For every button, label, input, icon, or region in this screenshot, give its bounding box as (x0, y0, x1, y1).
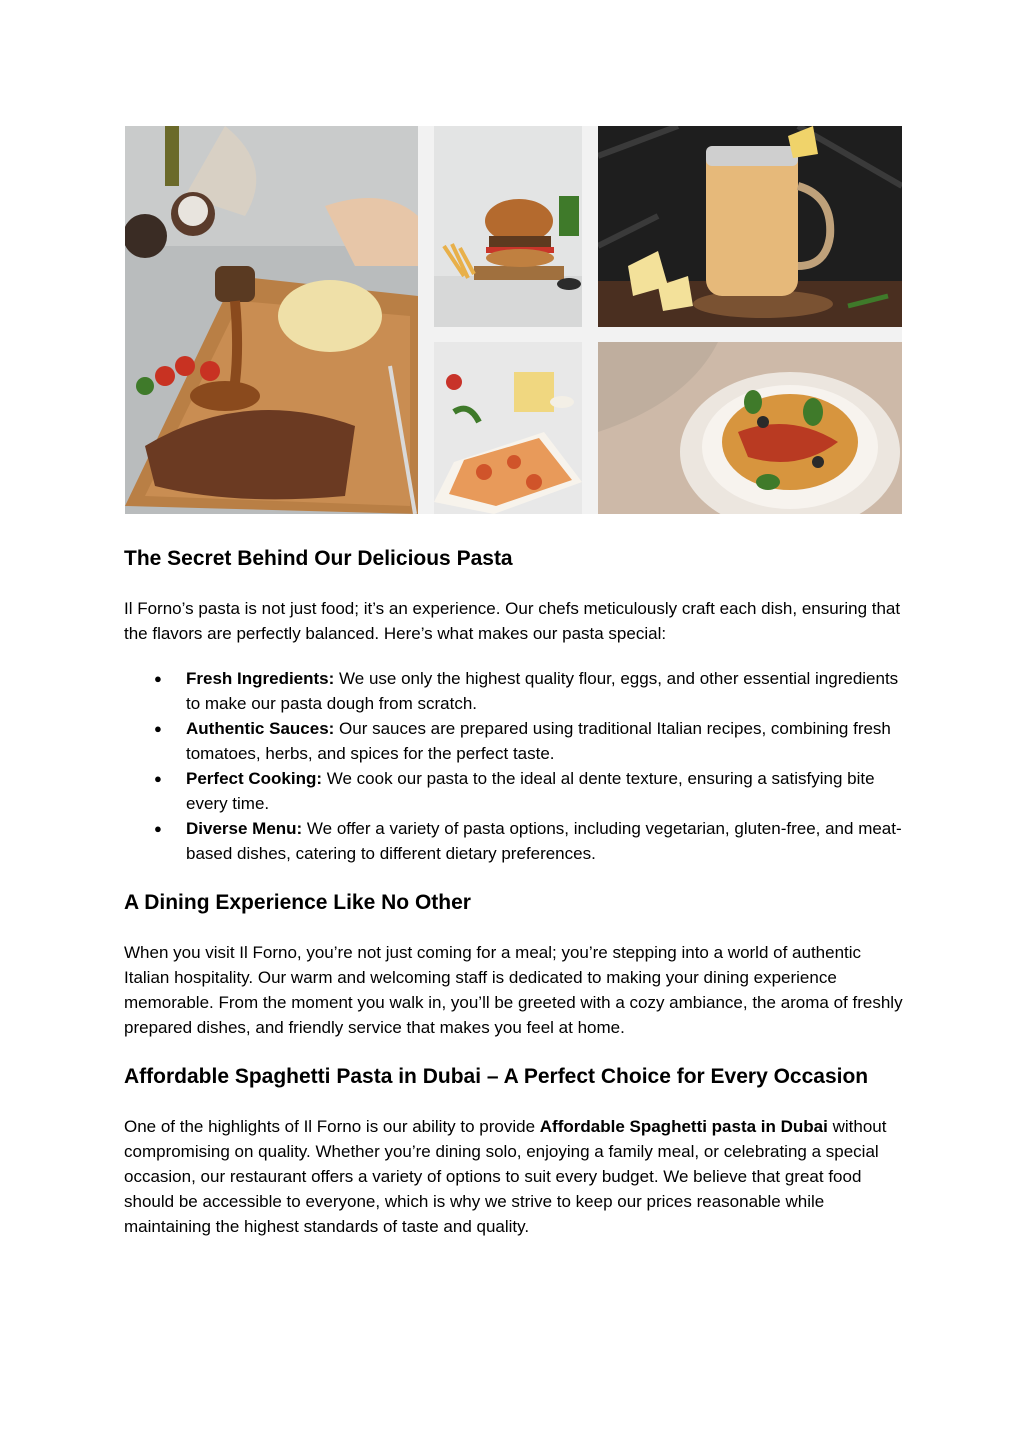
lasagna-photo (434, 342, 582, 514)
list-item-text: Our sauces are prepared using traditional Italian recipes, combining fresh tomatoes, herbs, and spices for the perfect taste. (186, 719, 891, 763)
section1-intro: Il Forno’s pasta is not just food; it’s an experience. Our chefs meticulously craft each dish, ensuring that the flavors are perfectly balanced. Here’s what makes our pasta special: (124, 599, 901, 643)
article-content (124, 544, 904, 1239)
section3-body-end: without compromising on quality. Whether you’re dining solo, enjoying a family meal, or celebrating a special occasion, our restaurant offers a variety of options to suit every budget. We believe that great food should be accessible to everyone, which is why we strive to keep our prices reasonable while maintaining the highest standards of taste and quality. (124, 1117, 887, 1236)
section3-body-keyword: Affordable Spaghetti pasta in Dubai (539, 1117, 828, 1136)
spaghetti-bowl-photo (598, 342, 902, 514)
section2-heading: A Dining Experience Like No Other (124, 891, 471, 914)
steak-board-photo (125, 126, 418, 514)
section3-heading: Affordable Spaghetti Pasta in Dubai – A Perfect Choice for Every Occasion (124, 1065, 869, 1088)
list-item-text: We offer a variety of pasta options, including vegetarian, gluten-free, and meat-based dishes, catering to different dietary preferences. (186, 819, 902, 863)
list-item (124, 666, 904, 716)
list-item (124, 816, 904, 866)
list-item-title: Authentic Sauces: (186, 719, 335, 738)
food-photo-collage (125, 126, 902, 514)
bullet-icon: ● (154, 771, 162, 786)
list-item (124, 716, 904, 766)
features-list (124, 666, 904, 866)
list-item-title: Perfect Cooking: (186, 769, 323, 788)
bullet-icon: ● (154, 671, 162, 686)
bullet-icon: ● (154, 821, 162, 836)
list-item-text: We use only the highest quality flour, eggs, and other essential ingredients to make our pasta dough from scratch. (186, 669, 899, 713)
juice-jar-photo (598, 126, 902, 327)
section2-body: When you visit Il Forno, you’re not just coming for a meal; you’re stepping into a world of authentic Italian hospitality. Our warm and welcoming staff is dedicated to making your dining experience memorable. From the moment you walk in, you’ll be greeted with a cozy ambiance, the aroma of freshly prepared dishes, and friendly service that makes you feel at home. (124, 943, 903, 1037)
list-item-title: Fresh Ingredients: (186, 669, 335, 688)
list-item-title: Diverse Menu: (186, 819, 303, 838)
list-item-text: We cook our pasta to the ideal al dente texture, ensuring a satisfying bite every time. (186, 769, 875, 813)
section3-body (124, 1114, 904, 1239)
section3-body-start: One of the highlights of Il Forno is our ability to provide (124, 1117, 540, 1136)
list-item (124, 766, 904, 816)
burger-fries-photo (434, 126, 582, 327)
section1-heading: The Secret Behind Our Delicious Pasta (124, 547, 513, 570)
bullet-icon: ● (154, 721, 162, 736)
